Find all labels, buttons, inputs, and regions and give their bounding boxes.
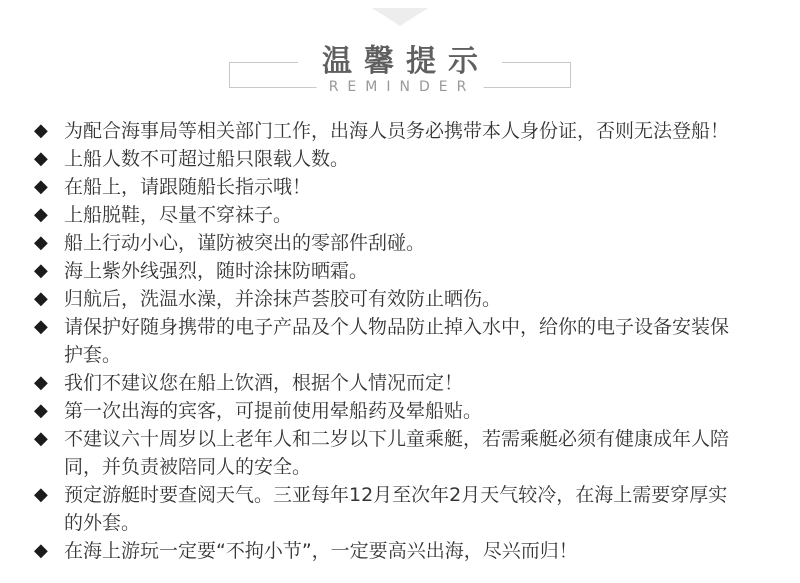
notice-item-line: 护套。 [64,344,122,366]
notice-item-text [64,145,764,173]
notice-item-line: 同，并负责被陪同人的安全。 [64,456,312,478]
diamond-bullet-icon: ◆ [34,260,48,281]
diamond-bullet-icon: ◆ [34,148,48,169]
notice-item [34,285,772,313]
notice-item-text [64,285,764,313]
notice-item [34,313,772,369]
notice-item-line: 预定游艇时要查阅天气。三亚每年12月至次年2月天气较冷，在海上需要穿厚实 [64,484,728,506]
header-decorative-box [229,44,571,95]
notice-item-text [64,425,764,481]
notice-item [34,425,772,481]
notice-item-line: 不建议六十周岁以上老年人和二岁以下儿童乘艇，若需乘艇必须有健康成年人陪 [64,428,730,450]
notice-item-line: 请保护好随身携带的电子产品及个人物品防止掉入水中，给你的电子设备安装保 [64,316,730,338]
diamond-bullet-icon: ◆ [34,400,48,421]
diamond-bullet-icon: ◆ [34,372,48,393]
diamond-bullet-icon: ◆ [34,204,48,225]
notice-item [34,201,772,229]
page-subtitle: REMINDER [317,79,484,95]
notice-item-text [64,117,764,145]
notice-item-text [64,229,764,257]
notice-item-text [64,537,764,565]
notice-item-text [64,173,764,201]
diamond-bullet-icon: ◆ [34,120,48,141]
notice-item-line: 归航后，洗温水澡，并涂抹芦荟胶可有效防止晒伤。 [64,288,502,310]
notice-item-text [64,257,764,285]
diamond-bullet-icon: ◆ [34,232,48,253]
notice-item [34,257,772,285]
diamond-bullet-icon: ◆ [34,176,48,197]
notice-item-line: 我们不建议您在船上饮酒，根据个人情况而定！ [64,372,464,394]
notice-item-text [64,201,764,229]
notice-item-line: 为配合海事局等相关部门工作，出海人员务必携带本人身份证，否则无法登船！ [64,120,730,142]
diamond-bullet-icon: ◆ [34,540,48,561]
notice-item [34,397,772,425]
triangle-down-icon [372,8,428,26]
notice-item-text [64,397,764,425]
diamond-bullet-icon: ◆ [34,316,48,337]
notice-item [34,173,772,201]
notice-item-line: 的外套。 [64,512,141,534]
notice-item-line: 上船人数不可超过船只限载人数。 [64,148,350,170]
notice-item [34,481,772,537]
notice-item-line: 船上行动小心，谨防被突出的零部件刮碰。 [64,232,426,254]
notice-item-text [64,313,764,369]
notice-item [34,145,772,173]
notice-item-text [64,481,764,537]
notice-item [34,229,772,257]
notice-item-line: 上船脱鞋，尽量不穿袜子。 [64,204,293,226]
notice-item-line: 在海上游玩一定要“不拘小节”，一定要高兴出海，尽兴而归！ [64,540,578,562]
diamond-bullet-icon: ◆ [34,288,48,309]
page-title: 温馨提示 [298,46,502,78]
diamond-bullet-icon: ◆ [34,428,48,449]
diamond-bullet-icon: ◆ [34,484,48,505]
notice-item [34,537,772,565]
notice-list [34,117,772,565]
notice-item-text [64,369,764,397]
notice-item [34,117,772,145]
notice-item [34,369,772,397]
notice-item-line: 海上紫外线强烈，随时涂抹防晒霜。 [64,260,369,282]
notice-item-line: 第一次出海的宾客，可提前使用晕船药及晕船贴。 [64,400,483,422]
notice-item-line: 在船上，请跟随船长指示哦！ [64,176,312,198]
